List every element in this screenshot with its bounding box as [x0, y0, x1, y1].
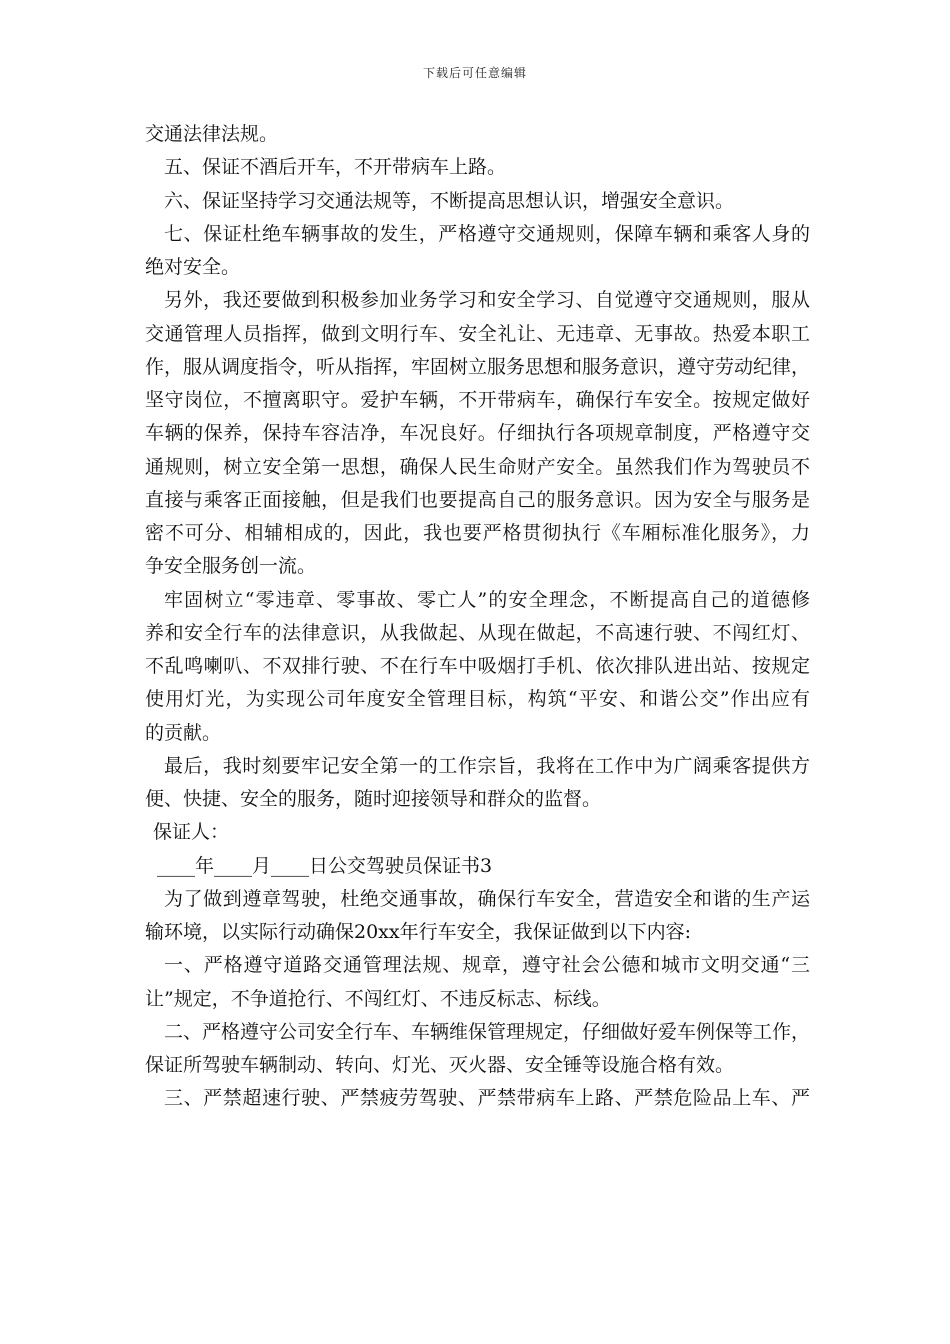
text-line: 输环境，以实际行动确保20xx年行车安全，我保证做到以下内容: — [145, 921, 692, 943]
page-header-note: 下载后可任意编辑 — [422, 66, 527, 80]
text-line: 密不可分、相辅相成的，因此，我也要严格贯彻执行《车厢标准化服务》，力 — [145, 522, 810, 544]
text-line: 的贡献。 — [145, 721, 222, 744]
text-line: 交通法律法规。 — [145, 123, 279, 145]
text-line: 另外，我还要做到积极参加业务学习和安全学习、自觉遵守交通规则，服从 — [164, 289, 810, 312]
text-line: 不乱鸣喇叭、不双排行驶、不在行车中吸烟打手机、依次排队进出站、按规定 — [145, 655, 810, 677]
text-line: 最后，我时刻要牢记安全第一的工作宗旨，我将在工作中为广阔乘客提供方 — [164, 754, 810, 777]
text-line: 七、保证杜绝车辆事故的发生，严格遵守交通规则，保障车辆和乘客人身的 — [164, 222, 810, 245]
text-line: 六、保证坚持学习交通法规等，不断提高思想认识，增强安全意识。 — [164, 189, 735, 212]
text-line: 便、快捷、安全的服务，随时迎接领导和群众的监督。 — [145, 788, 602, 810]
text-line: 一、严格遵守道路交通管理法规、规章，遵守社会公德和城市文明交通“三 — [164, 954, 810, 977]
text-line: 保证所驾驶车辆制动、转向、灯光、灭火器、安全锤等设施合格有效。 — [145, 1054, 735, 1076]
text-line: 坚守岗位，不擅离职守。爱护车辆，不开带病车，确保行车安全。按规定做好 — [145, 389, 810, 411]
text-line: 直接与乘客正面接触，但是我们也要提高自己的服务意识。因为安全与服务是 — [145, 488, 810, 511]
text-line: 车辆的保养，保持车容洁净，车况良好。仔细执行各项规章制度，严格遵守交 — [145, 422, 810, 445]
text-line: 为了做到遵章驾驶，杜绝交通事故，确保行车安全，营造安全和谐的生产运 — [164, 887, 810, 910]
text-line: 三、严禁超速行驶、严禁疲劳驾驶、严禁带病车上路、严禁危险品上车、严 — [164, 1087, 810, 1110]
text-line: 使用灯光，为实现公司年度安全管理目标，构筑“平安、和谐公交”作出应有 — [145, 688, 810, 711]
text-line: 作，服从调度指令，听从指挥，牢固树立服务思想和服务意识，遵守劳动纪律， — [145, 355, 811, 378]
text-line: 交通管理人员指挥，做到文明行车、安全礼让、无违章、无事故。热爱本职工 — [145, 322, 810, 345]
text-line: 绝对安全。 — [145, 256, 241, 278]
text-line: 争安全服务创一流。 — [145, 555, 317, 578]
text-line: 养和安全行车的法律意识，从我做起、从现在做起，不高速行驶、不闯红灯、 — [145, 621, 810, 644]
document-body — [145, 118, 810, 1116]
text-line: 通规则，树立安全第一思想，确保人民生命财产安全。虽然我们作为驾驶员不 — [145, 455, 810, 478]
text-line: 牢固树立“零违章、零事故、零亡人”的安全理念，不断提高自己的道德修 — [164, 588, 810, 611]
date-and-title-line: ____年____月____日公交驾驶员保证书3 — [157, 854, 493, 877]
text-line: 二、严格遵守公司安全行车、车辆维保管理规定，仔细做好爱车例保等工作， — [164, 1020, 811, 1043]
text-line: 让”规定，不争道抢行、不闯红灯、不违反标志、标线。 — [145, 987, 611, 1010]
text-line: 五、保证不酒后开车，不开带病车上路。 — [164, 156, 507, 179]
guarantor-label: 保证人： — [153, 821, 230, 844]
